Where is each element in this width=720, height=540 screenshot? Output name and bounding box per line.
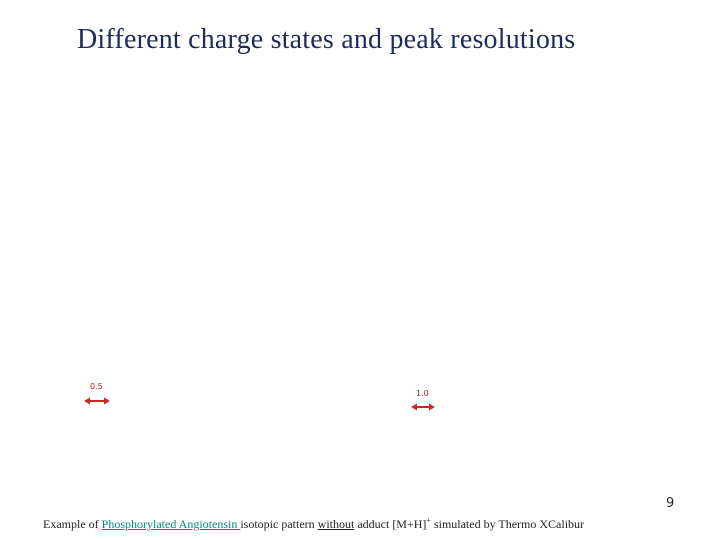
caption (43, 516, 584, 532)
slide-title: Different charge states and peak resolutions (77, 24, 576, 55)
caption-prefix: Example of (43, 517, 102, 531)
caption-suffix: simulated by Thermo XCalibur (430, 517, 585, 531)
caption-underlined: without (317, 517, 355, 531)
resolution-label: 1.0 (416, 389, 429, 398)
double-arrow-icon (411, 402, 435, 412)
double-arrow-icon (84, 396, 110, 406)
caption-text: adduct [M+H] (354, 517, 427, 531)
angiotensin-link[interactable]: Phosphorylated Angiotensin (101, 517, 241, 531)
caption-text: isotopic pattern (240, 517, 318, 531)
page-number: 9 (666, 496, 675, 511)
resolution-label: 0.5 (90, 382, 103, 391)
charge-superscript: + (426, 516, 431, 525)
